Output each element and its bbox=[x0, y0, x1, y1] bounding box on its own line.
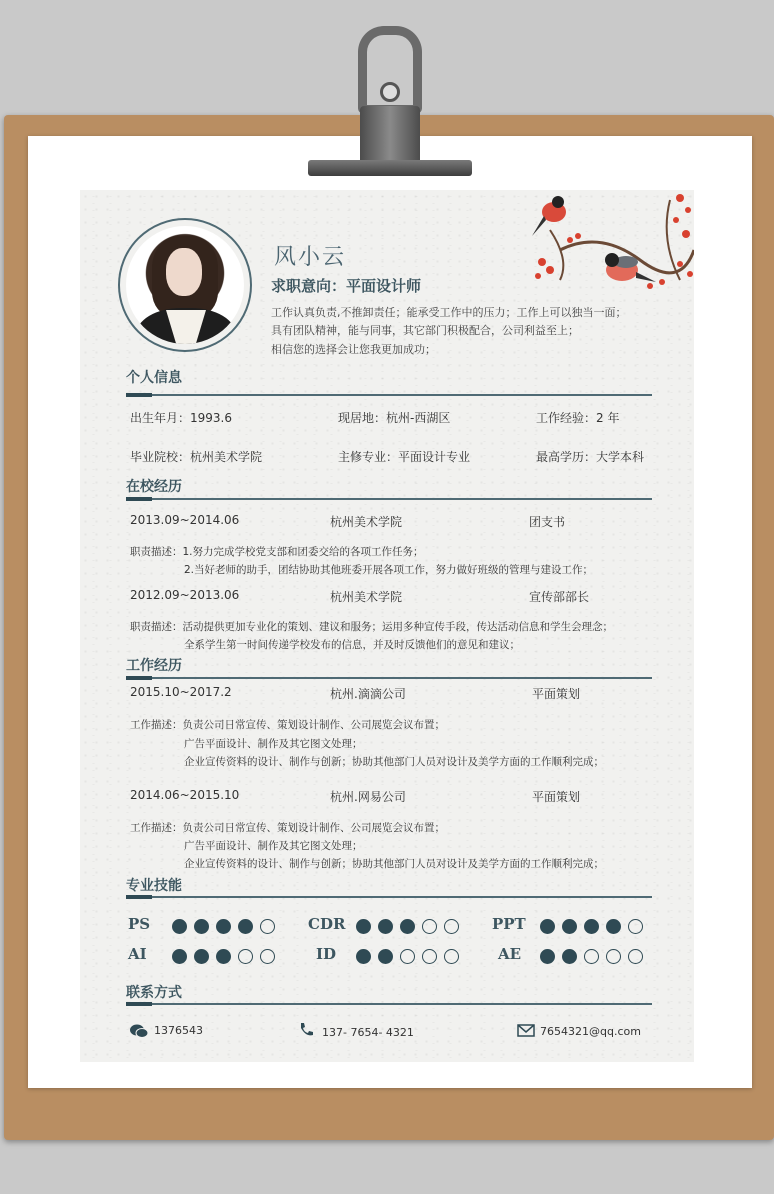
intro-line: 工作认真负责,不推卸责任；能承受工作中的压力；工作上可以独当一面； bbox=[271, 306, 627, 319]
school-duty: 全系学生第一时间传递学校发布的信息，并及时反馈他们的意见和建议； bbox=[184, 639, 520, 651]
rating-dot-filled bbox=[540, 949, 555, 964]
candidate-name: 风小云 bbox=[274, 245, 347, 270]
rating-dot-filled bbox=[356, 919, 371, 934]
work-role: 平面策划 bbox=[532, 687, 581, 701]
rating-dot-filled bbox=[378, 919, 393, 934]
work-duty: 企业宣传资料的设计、制作与创新；协助其他部门人员对设计及美学方面的工作顺利完成； bbox=[184, 756, 604, 768]
school-duty: 2.当好老师的助手，团结协助其他班委开展各项工作，努力做好班级的管理与建设工作； bbox=[184, 564, 594, 576]
section-divider bbox=[126, 498, 652, 500]
personal-birth: 出生年月：1993.6 bbox=[130, 411, 232, 425]
school-date: 2012.09~2013.06 bbox=[130, 588, 240, 602]
section-divider bbox=[126, 394, 652, 396]
rating-dot-empty bbox=[628, 919, 643, 934]
personal-major: 主修专业：平面设计专业 bbox=[338, 450, 471, 464]
skill-label: ID bbox=[316, 945, 337, 963]
binder-clip bbox=[300, 26, 480, 176]
job-intent: 求职意向：平面设计师 bbox=[271, 277, 422, 295]
section-title-school: 在校经历 bbox=[126, 479, 182, 495]
rating-dot-empty bbox=[238, 949, 253, 964]
work-duty: 广告平面设计、制作及其它图文处理； bbox=[184, 738, 363, 750]
rating-dot-empty bbox=[444, 949, 459, 964]
rating-dot-empty bbox=[444, 919, 459, 934]
mail-icon bbox=[517, 1023, 535, 1039]
section-title-work: 工作经历 bbox=[126, 658, 182, 674]
work-org: 杭州.网易公司 bbox=[330, 790, 406, 804]
work-org: 杭州.滴滴公司 bbox=[330, 687, 406, 701]
rating-dot-filled bbox=[356, 949, 371, 964]
rating-dot-empty bbox=[422, 949, 437, 964]
birds-illustration bbox=[530, 190, 694, 300]
rating-dot-filled bbox=[172, 949, 187, 964]
rating-dot-empty bbox=[400, 949, 415, 964]
skill-rating bbox=[172, 919, 275, 934]
section-title-contact: 联系方式 bbox=[126, 985, 182, 1001]
rating-dot-empty bbox=[422, 919, 437, 934]
rating-dot-filled bbox=[238, 919, 253, 934]
school-duty: 职责描述：1.努力完成学校党支部和团委交给的各项工作任务； bbox=[130, 546, 424, 558]
personal-degree: 最高学历：大学本科 bbox=[536, 450, 645, 464]
rating-dot-filled bbox=[584, 919, 599, 934]
section-divider bbox=[126, 677, 652, 679]
work-date: 2015.10~2017.2 bbox=[130, 685, 232, 699]
rating-dot-filled bbox=[562, 919, 577, 934]
personal-experience: 工作经验：2 年 bbox=[536, 411, 620, 425]
rating-dot-filled bbox=[216, 949, 231, 964]
skill-rating bbox=[356, 949, 459, 964]
section-divider bbox=[126, 1003, 652, 1005]
rating-dot-empty bbox=[606, 949, 621, 964]
rating-dot-filled bbox=[378, 949, 393, 964]
rating-dot-filled bbox=[194, 949, 209, 964]
work-duty: 工作描述：负责公司日常宣传、策划设计制作、公司展览会议布置； bbox=[130, 719, 445, 731]
personal-school: 毕业院校：杭州美术学院 bbox=[130, 450, 263, 464]
school-org: 杭州美术学院 bbox=[330, 515, 403, 529]
rating-dot-empty bbox=[628, 949, 643, 964]
intro-line: 具有团队精神，能与同事，其它部门积极配合，公司利益至上； bbox=[271, 324, 579, 337]
rating-dot-empty bbox=[260, 919, 275, 934]
skill-rating bbox=[540, 919, 643, 934]
school-role: 团支书 bbox=[529, 515, 566, 529]
contact-email: 7654321@qq.com bbox=[540, 1025, 641, 1038]
rating-dot-filled bbox=[562, 949, 577, 964]
rating-dot-empty bbox=[260, 949, 275, 964]
intro-line: 相信您的选择会让您我更加成功； bbox=[271, 343, 436, 356]
school-org: 杭州美术学院 bbox=[330, 590, 403, 604]
phone-icon bbox=[298, 1022, 316, 1038]
skill-rating bbox=[356, 919, 459, 934]
work-role: 平面策划 bbox=[532, 790, 581, 804]
contact-wechat: 1376543 bbox=[154, 1024, 203, 1037]
work-duty: 广告平面设计、制作及其它图文处理； bbox=[184, 840, 363, 852]
rating-dot-filled bbox=[216, 919, 231, 934]
skill-rating bbox=[540, 949, 643, 964]
resume bbox=[80, 190, 694, 1062]
skill-rating bbox=[172, 949, 275, 964]
skill-label: CDR bbox=[308, 915, 346, 933]
wechat-icon bbox=[130, 1023, 148, 1039]
skill-label: PPT bbox=[492, 915, 526, 933]
work-duty: 工作描述：负责公司日常宣传、策划设计制作、公司展览会议布置； bbox=[130, 822, 445, 834]
rating-dot-filled bbox=[172, 919, 187, 934]
school-date: 2013.09~2014.06 bbox=[130, 513, 240, 527]
profile-photo bbox=[118, 218, 252, 352]
skill-label: PS bbox=[128, 915, 151, 933]
work-duty: 企业宣传资料的设计、制作与创新；协助其他部门人员对设计及美学方面的工作顺利完成； bbox=[184, 858, 604, 870]
rating-dot-filled bbox=[540, 919, 555, 934]
rating-dot-filled bbox=[606, 919, 621, 934]
rating-dot-empty bbox=[584, 949, 599, 964]
section-title-skills: 专业技能 bbox=[126, 878, 182, 894]
rating-dot-filled bbox=[194, 919, 209, 934]
work-date: 2014.06~2015.10 bbox=[130, 788, 240, 802]
school-duty: 职责描述：活动提供更加专业化的策划、建议和服务；运用多种宣传手段，传达活动信息和学生会理念； bbox=[130, 621, 613, 633]
section-divider bbox=[126, 896, 652, 898]
personal-location: 现居地：杭州-西湖区 bbox=[338, 411, 451, 425]
skill-label: AI bbox=[128, 945, 147, 963]
school-role: 宣传部部长 bbox=[529, 590, 590, 604]
contact-phone: 137- 7654- 4321 bbox=[322, 1026, 414, 1039]
section-title-personal: 个人信息 bbox=[126, 370, 182, 386]
skill-label: AE bbox=[498, 945, 522, 963]
rating-dot-filled bbox=[400, 919, 415, 934]
